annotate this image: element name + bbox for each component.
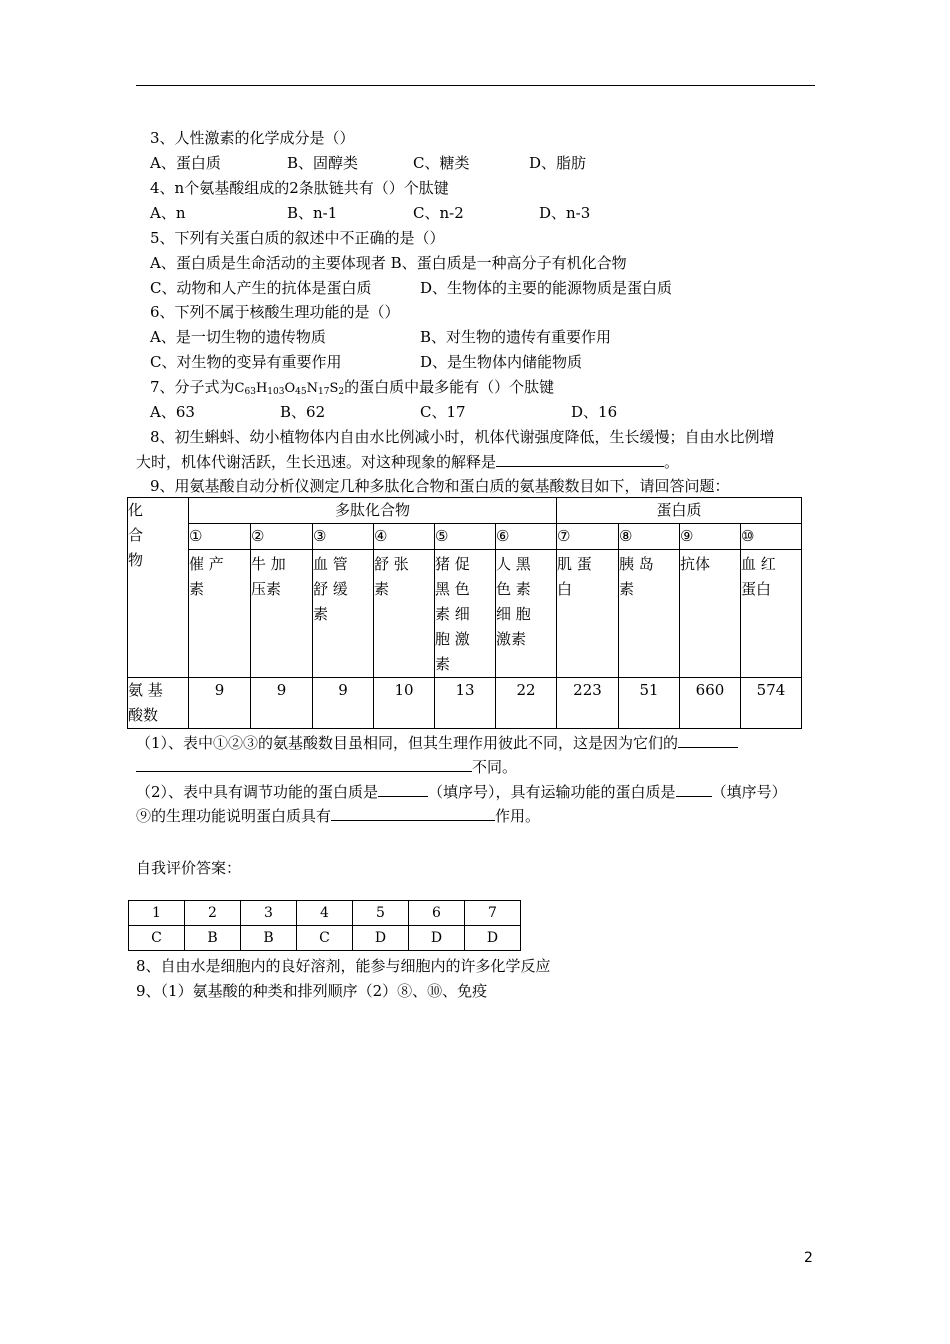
compound-name: 胰 岛 素 — [619, 550, 680, 678]
amino-count: 22 — [496, 678, 557, 729]
q9-sub3: ⑨的生理功能说明蛋白质具有 作用。 — [136, 807, 541, 825]
compound-name: 人 黑 色 素 细 胞 激素 — [496, 550, 557, 678]
q3-option-d: D、脂肪 — [529, 154, 587, 172]
q7-stem — [150, 377, 554, 399]
q4-option-b: B、n-1 — [287, 204, 338, 222]
q5-stem: 5、下列有关蛋白质的叙述中不正确的是（） — [150, 229, 445, 247]
q5-option-ab: A、蛋白质是生命活动的主要体现者 B、蛋白质是一种高分子有机化合物 — [150, 254, 627, 272]
q9-sub3-blank[interactable] — [331, 806, 495, 821]
amino-count: 9 — [189, 678, 251, 729]
q7-pre: 7、分子式为 — [150, 378, 235, 396]
q6-option-c: C、对生物的变异有重要作用 — [150, 353, 342, 371]
compound-name: 牛 加 压素 — [251, 550, 313, 678]
q7-formula: $C_{63}H_{103}O_{45}N_{17}S_2$ — [234, 381, 345, 397]
compound-name: 猪 促 黑 色 素 细 胞 激 素 — [435, 550, 496, 678]
answer-val: D — [353, 926, 409, 951]
compound-name: 舒 张 素 — [374, 550, 435, 678]
answers-title: 自我评价答案： — [136, 859, 242, 877]
q9-sub1-blank-cont[interactable] — [136, 757, 472, 772]
col-num: ⑥ — [496, 524, 557, 550]
col-num: ② — [251, 524, 313, 550]
q9-stem: 9、用氨基酸自动分析仪测定几种多肽化合物和蛋白质的氨基酸数目如下，请回答问题： — [150, 477, 730, 495]
col-num: ① — [189, 524, 251, 550]
compound-name: 血 管 舒 缓 素 — [313, 550, 374, 678]
q4-option-d: D、n-3 — [539, 204, 591, 222]
q6-stem: 6、下列不属于核酸生理功能的是（） — [150, 303, 400, 321]
q9-sub1-line1: （1）、表中①②③的氨基酸数目虽相同，但其生理作用彼此不同，这是因为它们的 — [136, 733, 738, 753]
answer-num: 1 — [129, 901, 185, 926]
col-num: ⑨ — [680, 524, 741, 550]
compound-name: 肌 蛋 白 — [557, 550, 619, 678]
group-header-polypeptide: 多肽化合物 — [189, 498, 557, 524]
q7-option-b: B、62 — [280, 403, 326, 421]
answer-num: 7 — [465, 901, 521, 926]
q9-sub2-blank-1[interactable] — [378, 782, 428, 797]
q9-sub2: （2）、表中具有调节功能的蛋白质是 （填序号），具有运输功能的蛋白质是 （填序号） — [136, 783, 787, 801]
q3-option-b: B、固醇类 — [287, 154, 359, 172]
q7-post: 的蛋白质中最多能有（）个肽键 — [344, 378, 555, 396]
row-header-amino-count: 氨 基 酸数 — [128, 678, 189, 729]
q8-line2: 大时，机体代谢活跃，生长迅速。对这种现象的解释是 。 — [136, 453, 680, 471]
amino-count: 51 — [619, 678, 680, 729]
q8-line1: 8、初生蝌蚪、幼小植物体内自由水比例减小时，机体代谢强度降低，生长缓慢；自由水比例增 — [150, 428, 775, 446]
answer-num: 3 — [241, 901, 297, 926]
amino-count: 9 — [251, 678, 313, 729]
q4-option-a: A、n — [150, 204, 186, 222]
q9-sub2-blank-2[interactable] — [676, 782, 712, 797]
answer-val: C — [297, 926, 353, 951]
answer-val: D — [465, 926, 521, 951]
col-num: ④ — [374, 524, 435, 550]
col-num: ⑤ — [435, 524, 496, 550]
q7-option-a: A、63 — [150, 403, 195, 421]
q8-answer-blank[interactable] — [496, 452, 664, 467]
q7-option-c: C、17 — [420, 403, 466, 421]
amino-count: 10 — [374, 678, 435, 729]
answer-val: B — [241, 926, 297, 951]
q5-option-d: D、生物体的主要的能源物质是蛋白质 — [420, 279, 673, 297]
q3-option-a: A、蛋白质 — [150, 154, 221, 172]
amino-count: 574 — [741, 678, 802, 729]
col-num: ⑧ — [619, 524, 680, 550]
answers-table — [128, 900, 521, 951]
q3-option-c: C、糖类 — [413, 154, 470, 172]
answer-9: 9、（1）氨基酸的种类和排列顺序（2）⑧、⑩、免疫 — [136, 982, 488, 1000]
header-rule — [136, 85, 815, 86]
answer-num: 2 — [185, 901, 241, 926]
q4-option-c: C、n-2 — [413, 204, 464, 222]
q9-sub1-blank[interactable] — [678, 733, 738, 748]
q5-option-c: C、动物和人产生的抗体是蛋白质 — [150, 279, 372, 297]
answer-8: 8、自由水是细胞内的良好溶剂，能参与细胞内的许多化学反应 — [136, 957, 551, 975]
page-number: 2 — [804, 1250, 813, 1266]
amino-count: 223 — [557, 678, 619, 729]
q6-option-b: B、对生物的遗传有重要作用 — [420, 328, 612, 346]
q6-option-a: A、是一切生物的遗传物质 — [150, 328, 326, 346]
answer-num: 6 — [409, 901, 465, 926]
q6-option-d: D、是生物体内储能物质 — [420, 353, 583, 371]
amino-count: 13 — [435, 678, 496, 729]
amino-acid-table — [127, 497, 802, 729]
answer-val: B — [185, 926, 241, 951]
q7-option-d: D、16 — [571, 403, 618, 421]
col-num: ③ — [313, 524, 374, 550]
compound-name: 催 产 素 — [189, 550, 251, 678]
compound-name: 抗体 — [680, 550, 741, 678]
row-header-compound: 化 合 物 — [128, 498, 189, 678]
compound-name: 血 红 蛋白 — [741, 550, 802, 678]
answer-val: C — [129, 926, 185, 951]
col-num: ⑩ — [741, 524, 802, 550]
q9-sub1-line2: 不同。 — [136, 757, 517, 777]
q4-stem: 4、n个氨基酸组成的2条肽链共有（）个肽键 — [150, 179, 449, 197]
amino-count: 660 — [680, 678, 741, 729]
q3-stem: 3、人性激素的化学成分是（） — [150, 129, 355, 147]
answer-num: 4 — [297, 901, 353, 926]
answer-val: D — [409, 926, 465, 951]
col-num: ⑦ — [557, 524, 619, 550]
group-header-protein: 蛋白质 — [557, 498, 802, 524]
answer-num: 5 — [353, 901, 409, 926]
amino-count: 9 — [313, 678, 374, 729]
